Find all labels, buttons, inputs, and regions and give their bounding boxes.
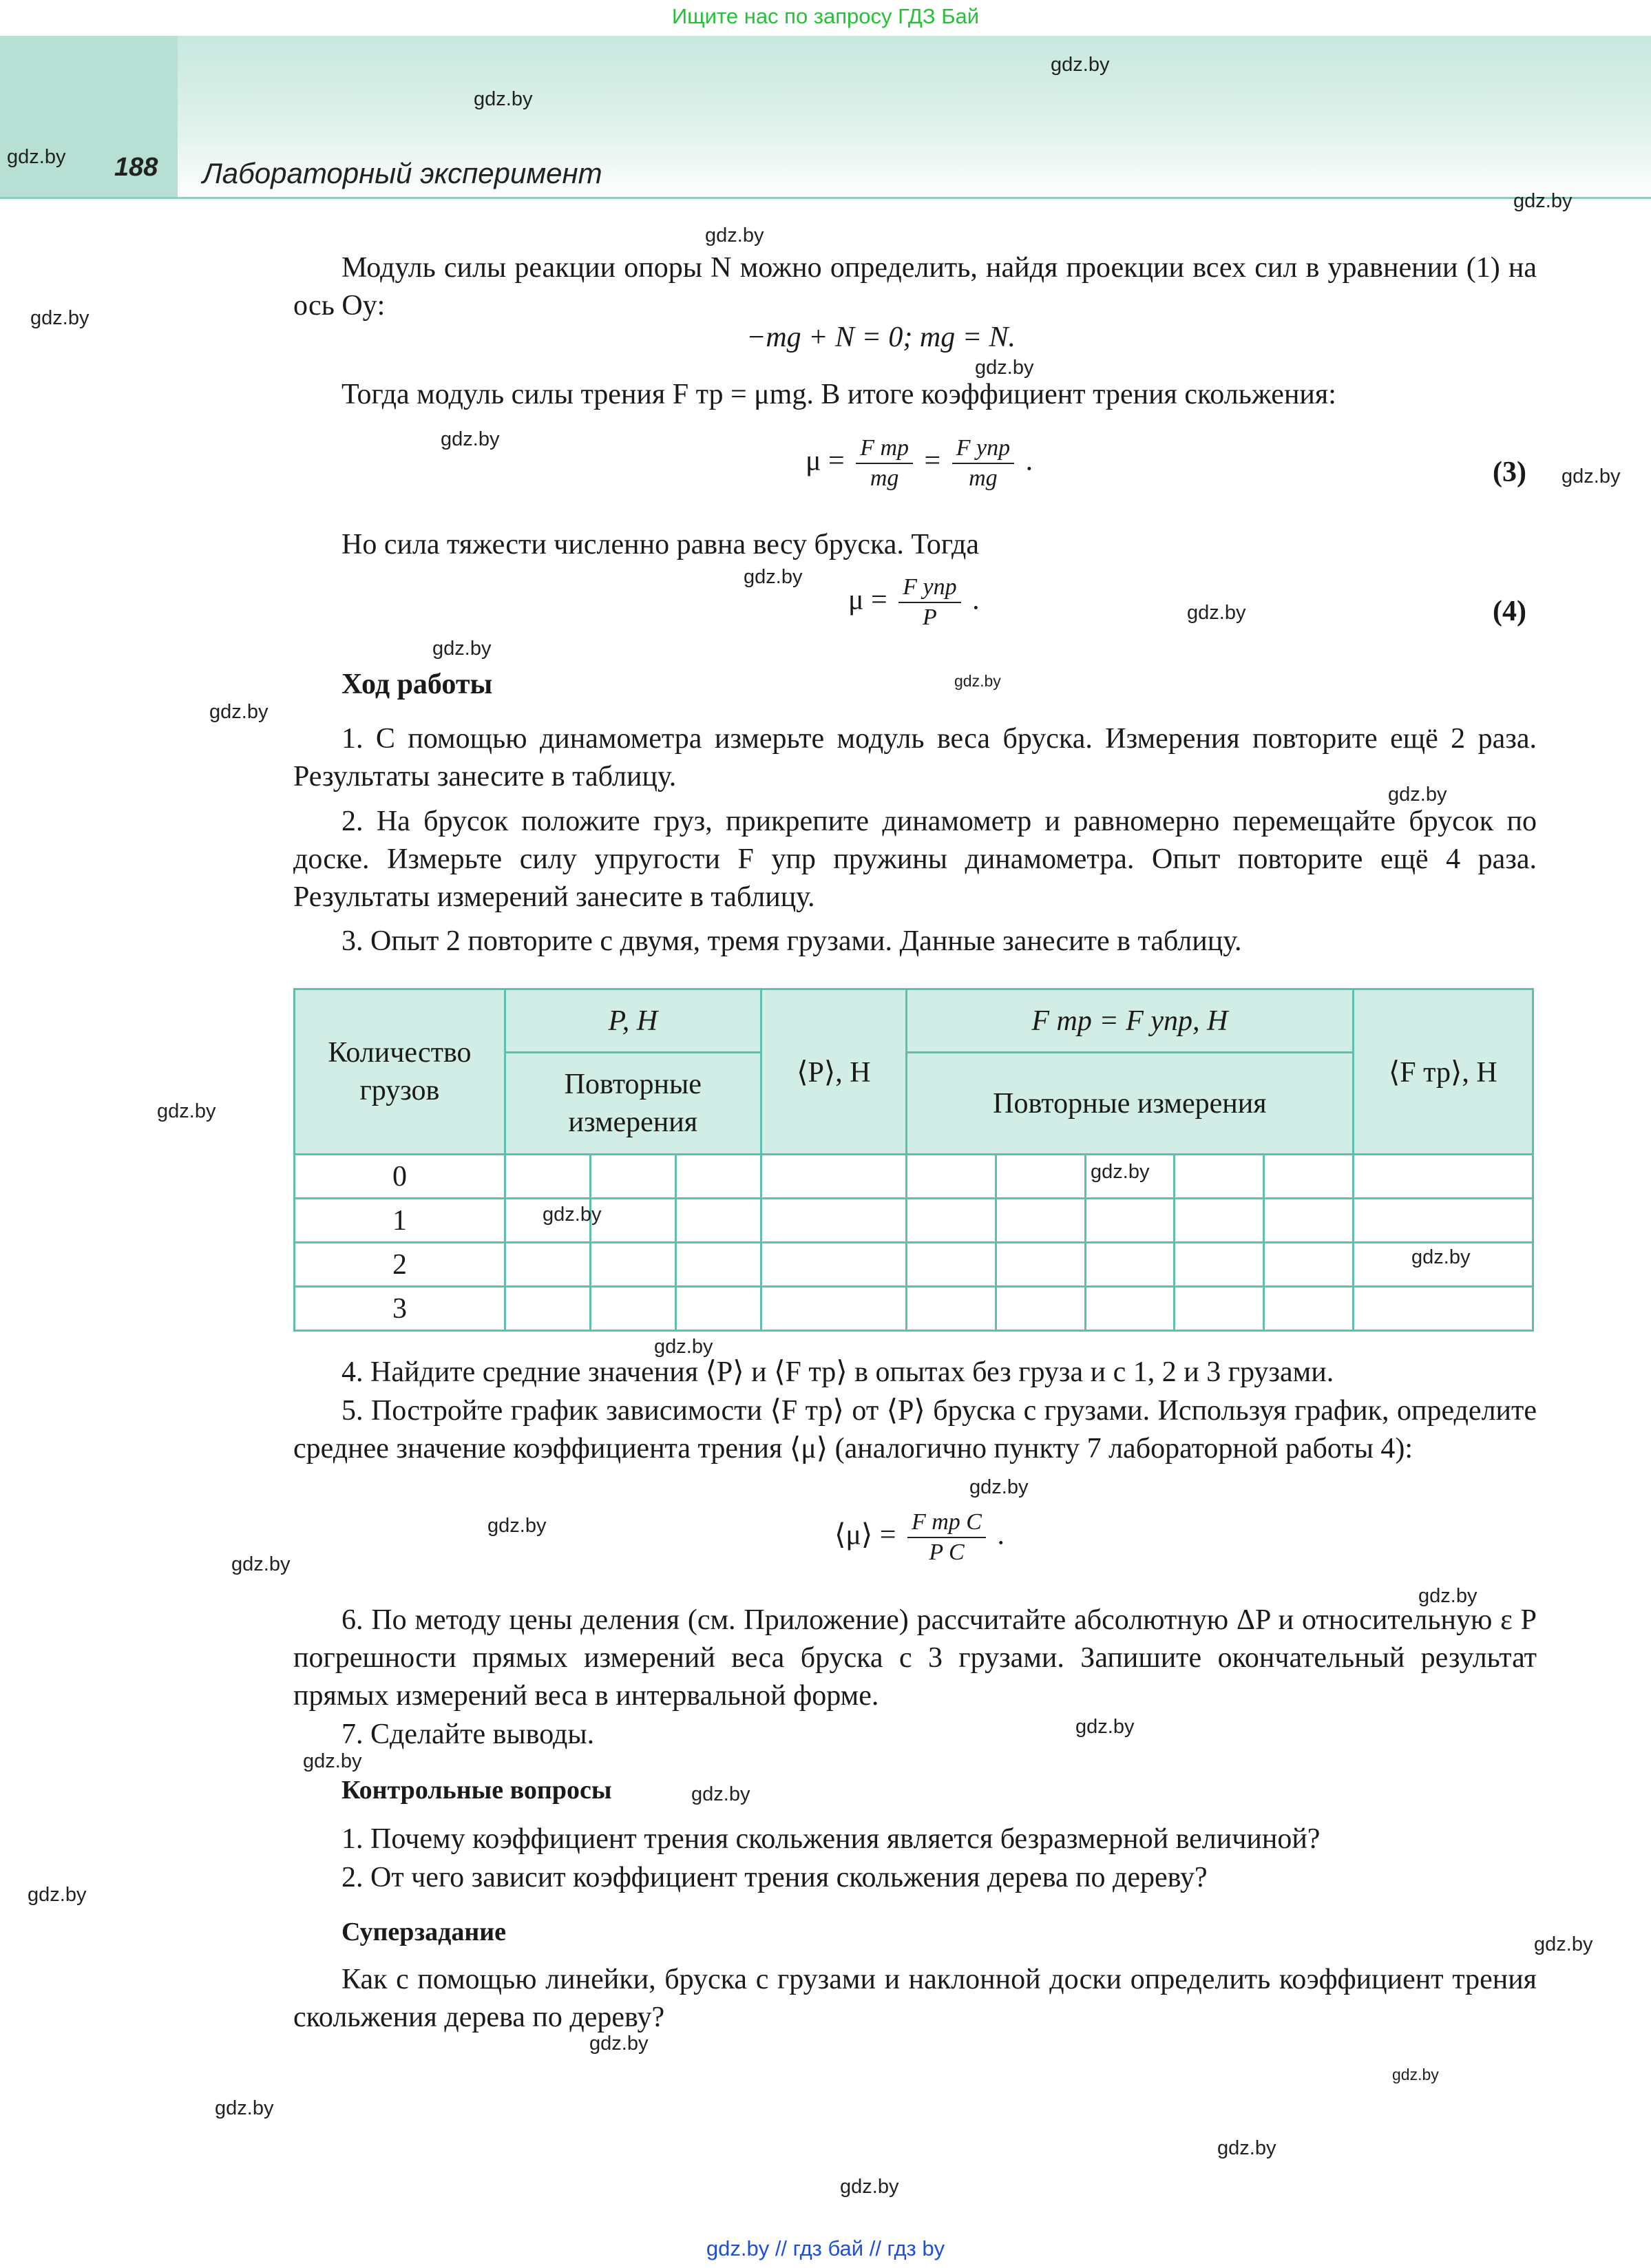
watermark: gdz.by — [744, 566, 803, 588]
table-cell — [1085, 1199, 1175, 1243]
watermark: gdz.by — [1091, 1161, 1150, 1183]
eq5-frac-num: F тр C — [907, 1509, 986, 1538]
watermark: gdz.by — [28, 1884, 87, 1906]
table-cell — [761, 1243, 907, 1287]
watermark: gdz.by — [1561, 465, 1621, 487]
step-2: 2. На брусок положите груз, прикрепите динамометр и равномерно перемещайте брусок по доске. Измерьте силу упругости F упр пружины динамометра. Опыт повторите ещё 4 раза. Результаты измерений занесите в таблицу. — [293, 806, 1537, 913]
step-3: 3. Опыт 2 повторите с двумя, тремя грузами. Данные занесите в таблицу. — [341, 925, 1242, 957]
table-cell — [1175, 1199, 1264, 1243]
eq4-lhs: μ = — [848, 584, 887, 616]
watermark: gdz.by — [1388, 784, 1447, 806]
table-cell — [1353, 1155, 1533, 1199]
step-7: 7. Сделайте выводы. — [341, 1719, 595, 1750]
footer-links[interactable]: gdz.by // гдз бай // гдз by — [706, 2236, 945, 2260]
table-cell — [907, 1243, 996, 1287]
step-5: 5. Постройте график зависимости ⟨F тр⟩ от ⟨P⟩ бруска с грузами. Используя график, определите среднее значение коэффициента трения ⟨μ⟩ (аналогично пункту 7 лабораторной работы 4): — [293, 1395, 1537, 1464]
paragraph-friction: Тогда модуль силы трения F тр = μmg. В итоге коэффициент трения скольжения: — [341, 379, 1336, 410]
table-cell — [996, 1287, 1085, 1331]
table-cell — [907, 1155, 996, 1199]
table-cell — [1175, 1155, 1264, 1199]
paragraph-weight: Но сила тяжести численно равна весу бруска. Тогда — [341, 529, 980, 560]
watermark: gdz.by — [209, 701, 269, 723]
eq5-lhs: ⟨μ⟩ = — [834, 1519, 896, 1551]
step-4: 4. Найдите средние значения ⟨P⟩ и ⟨F тр⟩ в опытах без груза и с 1, 2 и 3 грузами. — [341, 1356, 1334, 1388]
watermark: gdz.by — [1513, 190, 1573, 212]
watermark: gdz.by — [487, 1515, 547, 1537]
watermark: gdz.by — [432, 638, 492, 660]
table-cell — [1263, 1155, 1353, 1199]
header-divider — [0, 197, 1651, 199]
table-cell — [675, 1243, 761, 1287]
eq3-frac1-den: mg — [870, 465, 899, 491]
top-banner[interactable]: Ищите нас по запросу ГДЗ Бай — [671, 4, 980, 28]
table-cell — [1353, 1287, 1533, 1331]
table-row — [295, 1155, 1533, 1199]
table-cell — [1263, 1199, 1353, 1243]
equation-number-4: (4) — [1493, 596, 1526, 627]
watermark: gdz.by — [7, 146, 66, 168]
table-cell — [1175, 1287, 1264, 1331]
eq3-frac2-den: mg — [969, 465, 998, 491]
watermark: gdz.by — [215, 2097, 274, 2119]
table-cell — [996, 1199, 1085, 1243]
watermark: gdz.by — [1418, 1585, 1478, 1607]
table-cell — [590, 1199, 675, 1243]
table-cell — [1085, 1243, 1175, 1287]
watermark: gdz.by — [1534, 1933, 1593, 1955]
question-2: 2. От чего зависит коэффициент трения скольжения дерева по дереву? — [341, 1862, 1208, 1893]
table-cell — [761, 1287, 907, 1331]
equation-3 — [806, 435, 1033, 492]
table-row — [295, 1199, 1533, 1243]
watermark: gdz.by — [1411, 1246, 1471, 1268]
watermark: gdz.by — [1217, 2137, 1276, 2159]
paragraph-normal-force: Модуль силы реакции опоры N можно определить, найдя проекции всех сил в уравнении (1) на ось Oy: — [293, 252, 1537, 322]
header-avg-friction: ⟨F тр⟩, H — [1353, 989, 1533, 1155]
watermark: gdz.by — [231, 1553, 291, 1575]
watermark: gdz.by — [969, 1476, 1029, 1498]
table-cell — [505, 1243, 590, 1287]
eq3-frac1-num: F тр — [856, 435, 913, 464]
eq4-frac-den: P — [923, 605, 937, 630]
question-1: 1. Почему коэффициент трения скольжения является безразмерной величиной? — [341, 1823, 1321, 1855]
header-weight: P, H — [505, 989, 761, 1053]
header-friction-force: F тр = F упр, H — [907, 989, 1353, 1053]
watermark: gdz.by — [1187, 602, 1246, 624]
table-cell — [761, 1199, 907, 1243]
table-cell — [1263, 1243, 1353, 1287]
table-cell — [1085, 1287, 1175, 1331]
watermark: gdz.by — [1075, 1716, 1135, 1738]
step-1: 1. С помощью динамометра измерьте модуль веса бруска. Измерения повторите ещё 2 раза. Результаты занесите в таблицу. — [293, 723, 1537, 792]
watermark: gdz.by — [705, 224, 764, 246]
equation-projection: −mg + N = 0; mg = N. — [746, 322, 1016, 353]
equation-number-3: (3) — [1493, 456, 1526, 488]
table-cell — [675, 1199, 761, 1243]
heading-questions: Контрольные вопросы — [341, 1776, 612, 1805]
watermark: gdz.by — [441, 428, 500, 450]
table-cell — [761, 1155, 907, 1199]
eq4-end: . — [972, 584, 980, 616]
watermark: gdz.by — [30, 307, 90, 329]
row-label: 3 — [295, 1287, 505, 1331]
table-cell — [996, 1243, 1085, 1287]
step-6: 6. По методу цены деления (см. Приложение) рассчитайте абсолютную ΔP и относительную ε P погрешности прямых измерений веса бруска с 3 грузами. Запишите окончательный результат прямых измерений веса в интервальной форме. — [293, 1604, 1537, 1712]
table-cell — [1353, 1199, 1533, 1243]
watermark: gdz.by — [543, 1204, 602, 1226]
header-repeat-weight: Повторные измерения — [505, 1053, 761, 1155]
header-repeat-friction: Повторные измерения — [907, 1053, 1353, 1155]
watermark: gdz.by — [840, 2176, 899, 2198]
eq3-end: . — [1025, 445, 1033, 477]
watermark: gdz.by — [1392, 2066, 1439, 2083]
equation-5 — [834, 1509, 1005, 1566]
eq3-frac2-num: F упр — [952, 435, 1014, 464]
heading-work: Ход работы — [341, 669, 493, 700]
watermark: gdz.by — [975, 357, 1034, 379]
eq3-lhs: μ = — [806, 445, 845, 477]
eq5-end: . — [997, 1519, 1005, 1551]
table-cell — [996, 1155, 1085, 1199]
table-cell — [505, 1287, 590, 1331]
watermark: gdz.by — [654, 1336, 713, 1358]
watermark: gdz.by — [474, 88, 533, 110]
running-title: Лабораторный эксперимент — [202, 157, 602, 189]
table-cell — [1175, 1243, 1264, 1287]
table-cell — [907, 1287, 996, 1331]
table-row — [295, 1243, 1533, 1287]
watermark: gdz.by — [691, 1783, 750, 1805]
page-number: 188 — [114, 153, 158, 182]
table-cell — [1263, 1287, 1353, 1331]
heading-supertask: Суперзадание — [341, 1918, 507, 1946]
row-label: 2 — [295, 1243, 505, 1287]
eq4-frac-num: F упр — [898, 574, 960, 603]
equation-4 — [848, 574, 980, 631]
table-cell — [907, 1199, 996, 1243]
header-load-count: Количество грузов — [295, 989, 505, 1155]
header-avg-weight: ⟨P⟩, H — [761, 989, 907, 1155]
supertask-text: Как с помощью линейки, бруска с грузами и наклонной доски определить коэффициент трения скольжения дерева по дереву? — [293, 1964, 1537, 2033]
table-cell — [590, 1287, 675, 1331]
watermark: gdz.by — [303, 1750, 362, 1772]
row-label: 1 — [295, 1199, 505, 1243]
table-cell — [590, 1155, 675, 1199]
table-row — [295, 1287, 1533, 1331]
table-cell — [675, 1155, 761, 1199]
watermark: gdz.by — [589, 2033, 649, 2055]
table-cell — [675, 1287, 761, 1331]
watermark: gdz.by — [1051, 54, 1110, 76]
table-cell — [505, 1155, 590, 1199]
eq3-mid: = — [924, 445, 941, 477]
watermark: gdz.by — [157, 1100, 216, 1122]
table-cell — [590, 1243, 675, 1287]
row-label: 0 — [295, 1155, 505, 1199]
eq5-frac-den: P C — [929, 1540, 965, 1565]
watermark: gdz.by — [954, 672, 1001, 690]
results-table — [293, 988, 1534, 1332]
